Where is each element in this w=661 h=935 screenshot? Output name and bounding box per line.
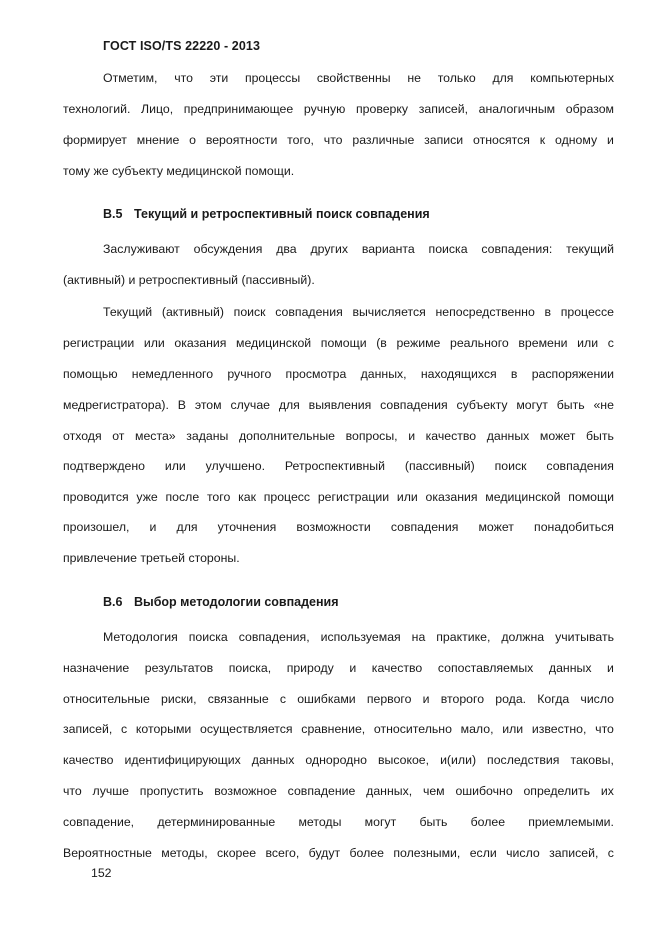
word: полезными, <box>393 846 461 860</box>
word: чем <box>422 784 445 798</box>
text-line <box>63 489 614 505</box>
word: записей, <box>418 102 468 116</box>
word: выявления <box>308 398 372 412</box>
word: ручную <box>303 102 346 116</box>
text-line <box>63 845 614 861</box>
word: и <box>422 692 430 706</box>
word: для <box>278 398 300 412</box>
section-heading-b5 <box>103 207 430 221</box>
word: Текущий <box>103 305 153 319</box>
word: формирует <box>63 133 127 147</box>
word: с <box>279 692 287 706</box>
word: (активный) <box>161 305 224 319</box>
word: данных <box>251 753 295 767</box>
text-line <box>63 752 614 768</box>
text-line <box>63 132 614 148</box>
word: рода. <box>495 692 527 706</box>
word: текущий <box>566 242 614 256</box>
word: Ретроспективный <box>284 459 385 473</box>
word: и <box>408 429 416 443</box>
word: практике, <box>436 630 491 644</box>
section-title: Текущий и ретроспективный поиск совпадения <box>134 207 430 221</box>
word: свойственны <box>316 71 391 85</box>
word: и(или) <box>440 753 477 767</box>
word: Отметим, <box>103 71 158 85</box>
word: после <box>165 490 200 504</box>
word: распоряжении <box>531 367 614 381</box>
word: поиска, <box>228 661 272 675</box>
word: осуществляется <box>200 722 293 736</box>
word: просмотра <box>285 367 347 381</box>
word: будут <box>308 846 341 860</box>
word: этом <box>194 398 222 412</box>
section-title: Выбор методологии совпадения <box>134 595 339 609</box>
text-line: (активный) и ретроспективный (пассивный). <box>63 273 315 287</box>
text-line <box>63 691 614 707</box>
text-line <box>63 660 614 676</box>
word: риски, <box>161 692 197 706</box>
word: данных <box>486 429 530 443</box>
word: регистрации <box>63 336 135 350</box>
word: и <box>349 661 357 675</box>
word: эти <box>209 71 229 85</box>
word: быть <box>419 815 448 829</box>
word: процессы <box>244 71 301 85</box>
word: или <box>143 336 165 350</box>
word: для <box>176 520 198 534</box>
word: записи <box>424 133 464 147</box>
word: таковы, <box>570 753 614 767</box>
word: если <box>469 846 497 860</box>
word: (пассивный) <box>404 459 475 473</box>
word: места» <box>135 429 176 443</box>
word: высокое, <box>377 753 430 767</box>
word: варианта <box>361 242 415 256</box>
word: быть <box>585 429 614 443</box>
word: данных, <box>366 784 413 798</box>
word: отходя <box>63 429 102 443</box>
text-line <box>63 519 614 535</box>
word: образом <box>565 102 614 116</box>
word: немедленного <box>131 367 214 381</box>
word: ошибочно <box>455 784 513 798</box>
word: и <box>607 661 614 675</box>
word: к <box>539 133 546 147</box>
word: не <box>407 71 421 85</box>
section-number: B.5 <box>103 207 123 221</box>
word: находящихся <box>420 367 497 381</box>
word: всего, <box>265 846 300 860</box>
word: процессе <box>560 305 614 319</box>
word: процесс <box>263 490 311 504</box>
word: относятся <box>473 133 530 147</box>
word: Вероятностные <box>63 846 152 860</box>
word: которыми <box>135 722 192 736</box>
word: методы <box>298 815 342 829</box>
word: однородно <box>305 753 367 767</box>
word: более <box>470 815 506 829</box>
word: Лицо, <box>141 102 174 116</box>
word: приемлемыми. <box>528 815 614 829</box>
word: назначение <box>63 661 130 675</box>
word: поиска <box>428 242 468 256</box>
word: с <box>607 846 614 860</box>
word: проверку <box>355 102 409 116</box>
section-heading-b6 <box>103 595 339 609</box>
word: второго <box>440 692 485 706</box>
word: лучше <box>92 784 129 798</box>
word: улучшено. <box>205 459 266 473</box>
word: оказания <box>425 490 478 504</box>
text-line: привлечение третьей стороны. <box>63 551 240 565</box>
word: поиск <box>233 305 266 319</box>
word: относительно <box>373 722 452 736</box>
word: как <box>238 490 256 504</box>
word: других <box>310 242 348 256</box>
word: или <box>164 459 186 473</box>
word: что <box>323 133 343 147</box>
word: могут <box>364 815 397 829</box>
word: о <box>189 133 196 147</box>
word: совпадения <box>275 305 343 319</box>
word: сопоставляемых <box>437 661 534 675</box>
word: вопросы, <box>345 429 398 443</box>
word: непосредственно <box>435 305 535 319</box>
word: Заслуживают <box>103 242 180 256</box>
word: связанные <box>207 692 269 706</box>
word: технологий. <box>63 102 131 116</box>
word: совпадения: <box>481 242 553 256</box>
word: режиме <box>396 336 441 350</box>
word: качество <box>63 753 114 767</box>
word: возможное <box>214 784 277 798</box>
word: поиска <box>188 630 228 644</box>
word: помощи <box>320 336 367 350</box>
word: должна <box>501 630 545 644</box>
word: вычисляется <box>352 305 426 319</box>
word: дополнительные <box>238 429 336 443</box>
word: одному <box>555 133 598 147</box>
word: Когда <box>537 692 570 706</box>
word: поиск <box>494 459 527 473</box>
word: методы, <box>161 846 208 860</box>
word: реального <box>449 336 509 350</box>
word: идентифицирующих <box>124 753 241 767</box>
document-header: ГОСТ ISO/TS 22220 - 2013 <box>103 39 260 53</box>
word: и <box>149 520 157 534</box>
word: различные <box>352 133 415 147</box>
text-line <box>103 241 614 257</box>
word: с <box>121 722 128 736</box>
text-line <box>63 428 614 444</box>
word: обсуждения <box>193 242 263 256</box>
word: учитывать <box>555 630 614 644</box>
text-line <box>63 814 614 830</box>
word: на <box>411 630 426 644</box>
word: помощи <box>568 490 614 504</box>
word: последствия <box>487 753 560 767</box>
word: два <box>276 242 297 256</box>
word: совпадения, <box>238 630 310 644</box>
word: может <box>478 520 514 534</box>
word: качество <box>425 429 477 443</box>
word: помощью <box>63 367 118 381</box>
word: совпадения <box>546 459 614 473</box>
word: «не <box>593 398 614 412</box>
word: или <box>577 336 599 350</box>
word: результатов <box>144 661 214 675</box>
word: В <box>177 398 186 412</box>
word: от <box>112 429 125 443</box>
word: или <box>396 490 418 504</box>
word: относительные <box>63 692 150 706</box>
word: быть <box>556 398 585 412</box>
word: подтверждено <box>63 459 145 473</box>
word: того, <box>287 133 314 147</box>
page-number: 152 <box>91 866 112 880</box>
word: проводится <box>63 490 129 504</box>
word: и <box>606 133 614 147</box>
word: субъекту <box>456 398 508 412</box>
word: вероятности <box>205 133 278 147</box>
word: понадобиться <box>534 520 614 534</box>
word: оказания <box>174 336 227 350</box>
text-line <box>63 101 614 117</box>
text-line <box>103 304 614 320</box>
word: или <box>502 722 524 736</box>
word: что <box>595 722 614 736</box>
word: первого <box>366 692 412 706</box>
word: компьютерных <box>530 71 614 85</box>
word: что <box>63 784 82 798</box>
word: сравнение, <box>301 722 366 736</box>
word: известно, <box>531 722 587 736</box>
word: детерминированные <box>157 815 276 829</box>
section-number: B.6 <box>103 595 123 609</box>
word: природу <box>286 661 334 675</box>
word: возможности <box>296 520 371 534</box>
text-line: тому же субъекту медицинской помощи. <box>63 164 295 178</box>
word: медицинской <box>236 336 312 350</box>
word: аналогичным <box>478 102 556 116</box>
word: в <box>510 367 518 381</box>
word: данных, <box>360 367 407 381</box>
word: совпадения <box>380 398 448 412</box>
word: для <box>492 71 514 85</box>
text-line <box>103 629 614 645</box>
word: скорее <box>217 846 257 860</box>
word: предпринимающее <box>183 102 294 116</box>
text-line <box>103 70 614 86</box>
word: только <box>437 71 476 85</box>
word: заданы <box>186 429 229 443</box>
word: определить <box>523 784 591 798</box>
word: число <box>580 692 614 706</box>
word: мало, <box>460 722 494 736</box>
word: совпадения <box>390 520 459 534</box>
word: более <box>349 846 384 860</box>
text-line <box>63 783 614 799</box>
word: записей, <box>549 846 599 860</box>
text-line <box>63 335 614 351</box>
word: в <box>544 305 552 319</box>
word: качество <box>371 661 423 675</box>
word: уже <box>136 490 158 504</box>
word: данных <box>548 661 592 675</box>
word: может <box>539 429 576 443</box>
text-line <box>63 366 614 382</box>
word: записей, <box>63 722 113 736</box>
word: совпадение, <box>63 815 135 829</box>
word: медицинской <box>485 490 561 504</box>
word: могут <box>516 398 548 412</box>
word: (в <box>376 336 387 350</box>
word: используемая <box>320 630 401 644</box>
word: уточнения <box>217 520 277 534</box>
word: число <box>506 846 540 860</box>
text-line <box>63 721 614 737</box>
word: ошибками <box>297 692 356 706</box>
word: того <box>206 490 231 504</box>
word: случае <box>230 398 270 412</box>
word: что <box>174 71 193 85</box>
text-line <box>63 458 614 474</box>
word: регистрации <box>317 490 390 504</box>
word: мнение <box>136 133 180 147</box>
word: ручного <box>227 367 272 381</box>
word: медрегистратора). <box>63 398 169 412</box>
word: совпадение <box>287 784 356 798</box>
word: их <box>600 784 614 798</box>
word: с <box>607 336 614 350</box>
word: времени <box>518 336 568 350</box>
word: пропустить <box>139 784 204 798</box>
word: произошел, <box>63 520 130 534</box>
text-line <box>63 397 614 413</box>
word: Методология <box>103 630 178 644</box>
